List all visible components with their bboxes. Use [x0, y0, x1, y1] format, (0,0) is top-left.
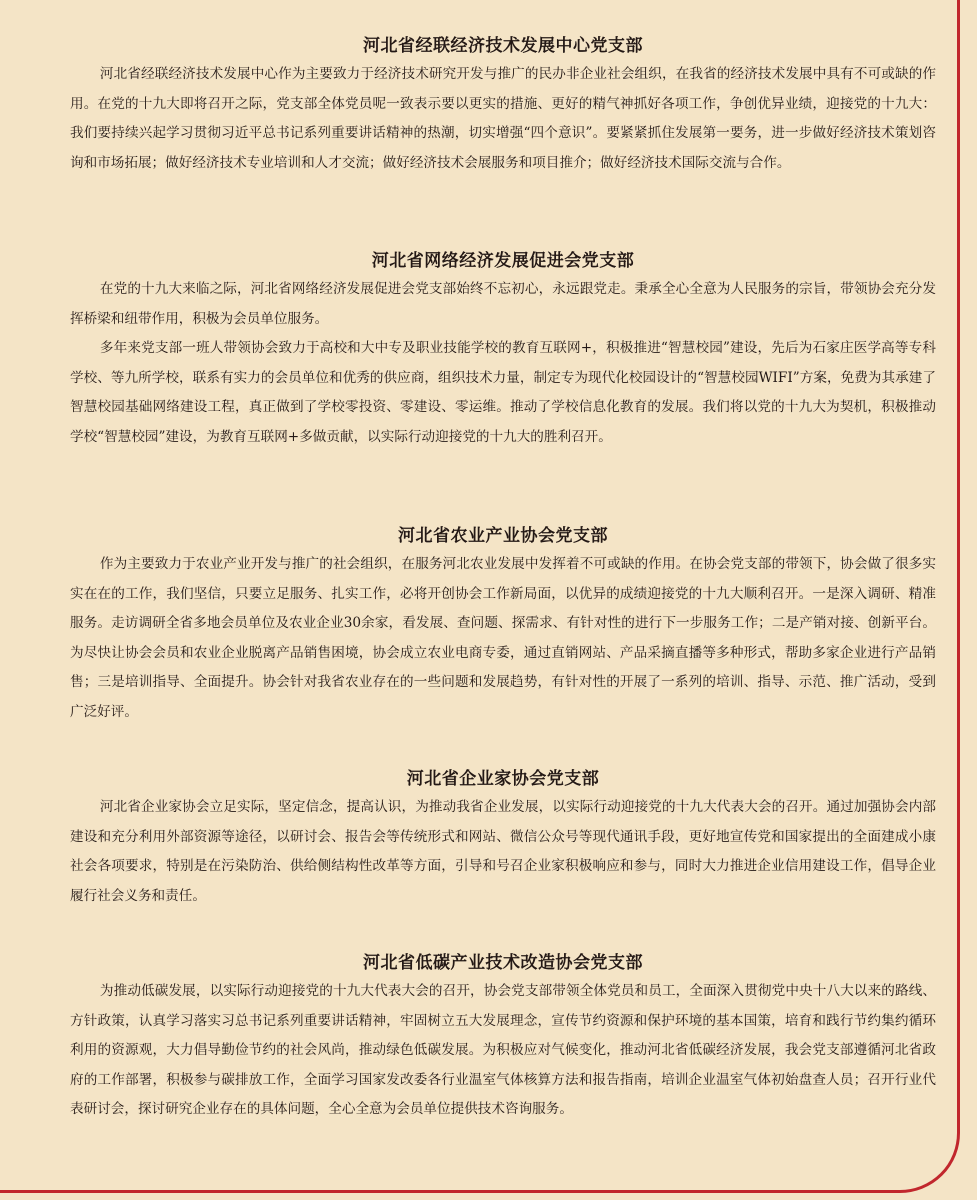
section-paragraph: 河北省经联经济技术发展中心作为主要致力于经济技术研究开发与推广的民办非企业社会组织，在我省的经济技术发展中具有不可或缺的作用。在党的十九大即将召开之际，党支部全体党员呢一致表示要以更实的措施、更好的精气神抓好各项工作，争创优异业绩，迎接党的十九大：我们要持续兴起学习贯彻习近平总书记系列重要讲话精神的热潮，切实增强“四个意识”。要紧紧抓住发展第一要务，进一步做好经济技术策划咨询和市场拓展；做好经济技术专业培训和人才交流；做好经济技术会展服务和项目推介；做好经济技术国际交流与合作。: [70, 66, 936, 171]
section-agriculture: [70, 525, 936, 727]
section-paragraph: 多年来党支部一班人带领协会致力于高校和大中专及职业技能学校的教育互联网+，积极推进“智慧校园”建设，先后为石家庄医学高等专科学校、等九所学校，联系有实力的会员单位和优秀的供应商，组织技术力量，制定专为现代化校园设计的“智慧校园WIFI”方案，免费为其承建了智慧校园基础网络建设工程，真正做到了学校零投资、零建设、零运维。推动了学校信息化教育的发展。我们将以党的十九大为契机，积极推动学校“智慧校园”建设，为教育互联网+多做贡献，以实际行动迎接党的十九大的胜利召开。: [70, 340, 936, 445]
section-title: 河北省低碳产业技术改造协会党支部: [363, 953, 643, 973]
section-title: 河北省经联经济技术发展中心党支部: [363, 36, 643, 56]
section-low-carbon: [70, 952, 936, 1125]
section-title: 河北省企业家协会党支部: [406, 769, 600, 789]
section-paragraph: 作为主要致力于农业产业开发与推广的社会组织，在服务河北农业发展中发挥着不可或缺的作用。在协会党支部的带领下，协会做了很多实实在在的工作，我们坚信，只要立足服务、扎实工作，必将开创协会工作新局面，以优异的成绩迎接党的十九大顺利召开。一是深入调研、精准服务。走访调研全省多地会员单位及农业企业30余家，看发展、查问题、探需求、有针对性的进行下一步服务工作；二是产销对接、创新平台。为尽快让协会会员和农业企业脱离产品销售困境，协会成立农业电商专委，通过直销网站、产品采摘直播等多种形式，帮助多家企业进行产品销售；三是培训指导、全面提升。协会针对我省农业存在的一些问题和发展趋势，有针对性的开展了一系列的培训、指导、示范、推广活动，受到广泛好评。: [70, 556, 936, 720]
section-jinglian: [70, 35, 936, 178]
section-paragraph: 为推动低碳发展，以实际行动迎接党的十九大代表大会的召开，协会党支部带领全体党员和员工，全面深入贯彻党中央十八大以来的路线、方针政策，认真学习落实习总书记系列重要讲话精神，牢固树立五大发展理念，宣传节约资源和保护环境的基本国策，培育和践行节约集约循环利用的资源观，大力倡导勤俭节约的社会风尚，推动绿色低碳发展。为积极应对气候变化，推动河北省低碳经济发展，我会党支部遵循河北省政府的工作部署，积极参与碳排放工作，全面学习国家发改委各行业温室气体核算方法和报告指南，培训企业温室气体初始盘查人员；召开行业代表研讨会，探讨研究企业存在的具体问题，全心全意为会员单位提供技术咨询服务。: [70, 983, 936, 1117]
section-network-economy: [70, 250, 936, 452]
section-title: 河北省农业产业协会党支部: [398, 526, 608, 546]
section-title: 河北省网络经济发展促进会党支部: [371, 251, 635, 271]
section-paragraph: 河北省企业家协会立足实际，坚定信念，提高认识，为推动我省企业发展，以实际行动迎接党的十九大代表大会的召开。通过加强协会内部建设和充分利用外部资源等途径，以研讨会、报告会等传统形式和网站、微信公众号等现代通讯手段，更好地宣传党和国家提出的全面建成小康社会各项要求，特别是在污染防治、供给侧结构性改革等方面，引导和号召企业家积极响应和参与，同时大力推进企业信用建设工作，倡导企业履行社会义务和责任。: [70, 799, 936, 904]
section-entrepreneurs: [70, 768, 936, 911]
section-paragraph: 在党的十九大来临之际，河北省网络经济发展促进会党支部始终不忘初心，永远跟党走。秉承全心全意为人民服务的宗旨，带领协会充分发挥桥梁和纽带作用，积极为会员单位服务。: [70, 281, 936, 327]
